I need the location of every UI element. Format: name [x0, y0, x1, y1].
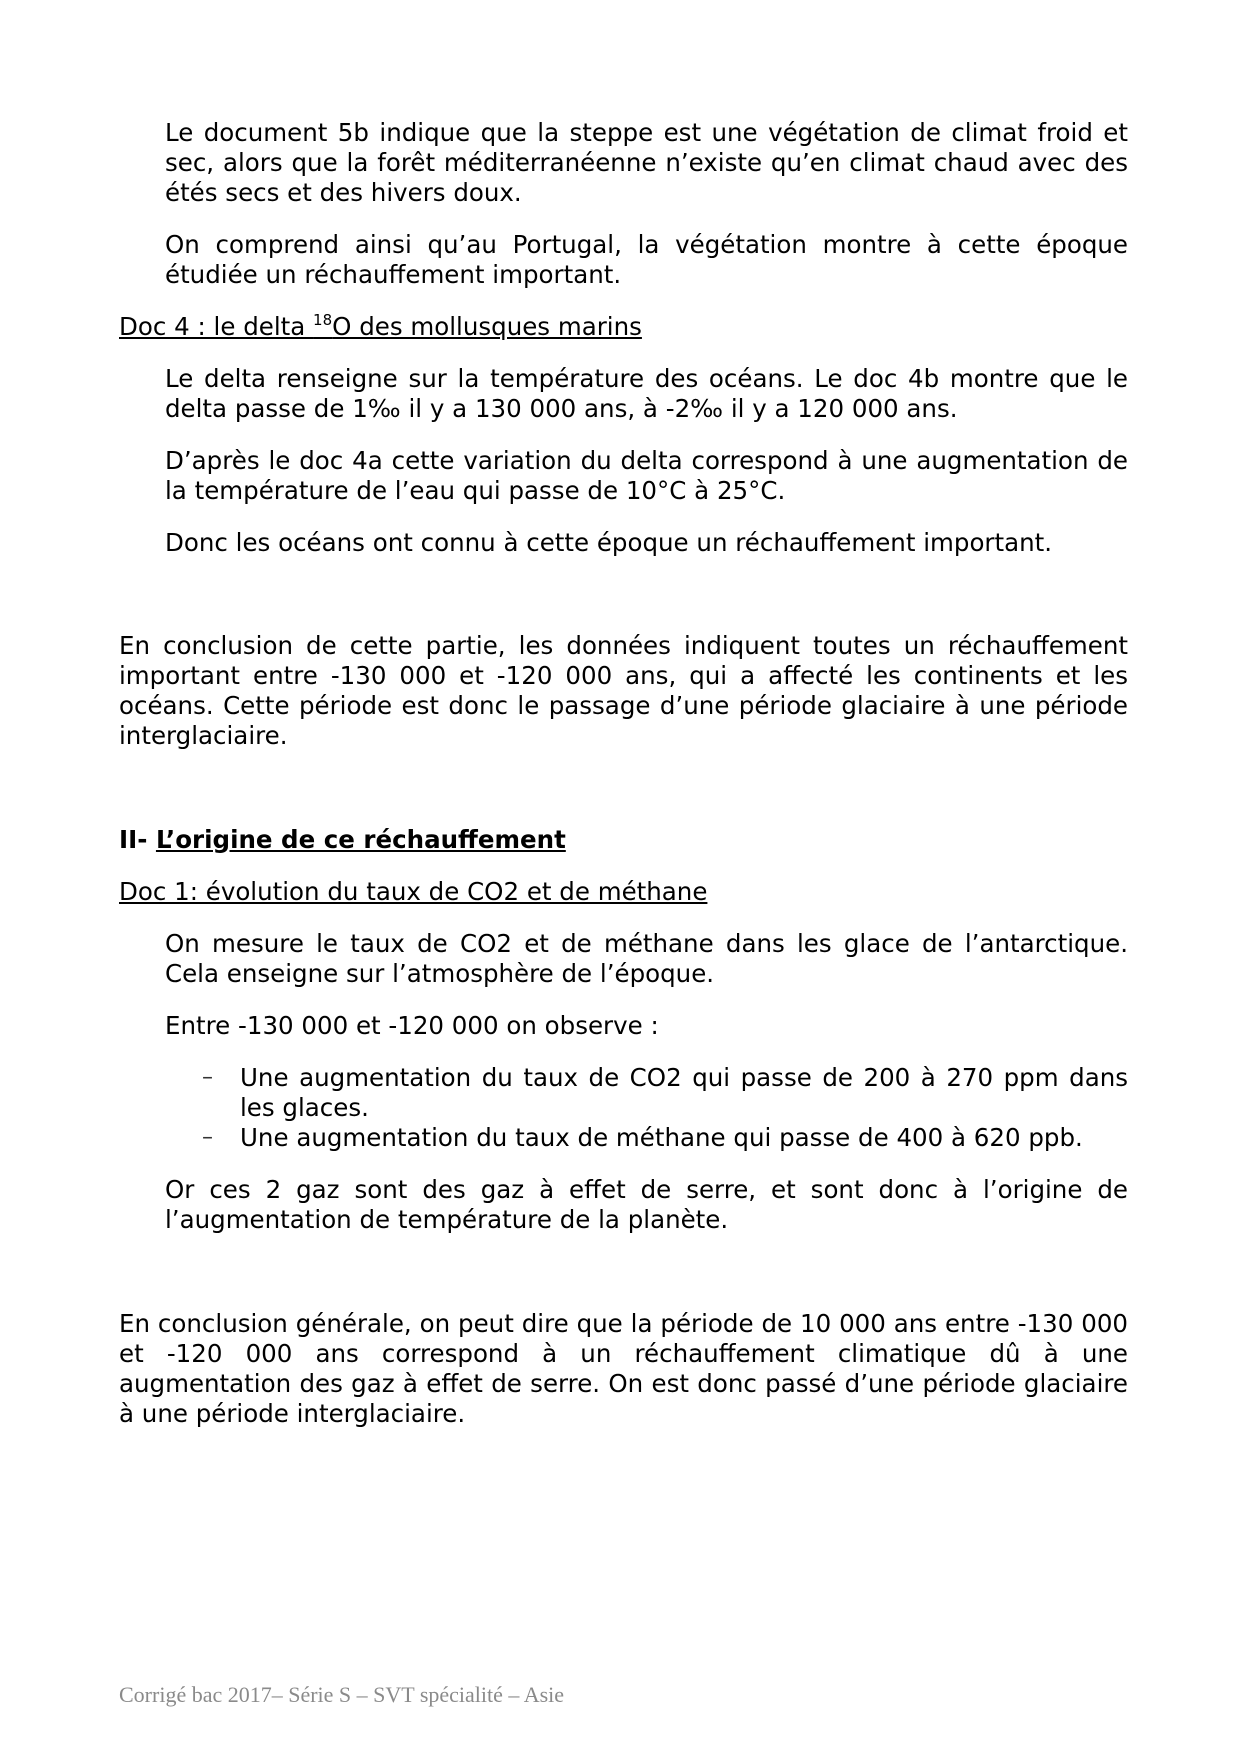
paragraph-steppe-foret: Le document 5b indique que la steppe est une végétation de climat froid et sec, alors que la forêt méditerranéenne n’existe qu’en climat chaud avec des étés secs et des hivers doux. [165, 118, 1128, 207]
doc4-heading-superscript: 18 [313, 311, 333, 329]
doc4-heading [119, 312, 642, 342]
paragraph-portugal: On comprend ainsi qu’au Portugal, la végétation montre à cette époque étudiée un réchauffement important. [165, 230, 1128, 289]
section-2-number: II- [119, 825, 156, 854]
page-footer: Corrigé bac 2017– Série S – SVT spécialité – Asie [119, 1682, 565, 1707]
list-item-methane: Une augmentation du taux de méthane qui passe de 400 à 620 ppb. [240, 1123, 1083, 1152]
paragraph-gaz-effet-serre: Or ces 2 gaz sont des gaz à effet de serre, et sont donc à l’origine de l’augmentation de température de la planète. [165, 1175, 1128, 1234]
doc1-heading: Doc 1: évolution du taux de CO2 et de méthane [119, 877, 708, 906]
paragraph-mesure-co2: On mesure le taux de CO2 et de méthane dans les glace de l’antarctique. Cela enseigne sur l’atmosphère de l’époque. [165, 929, 1128, 988]
bullet-dash-icon: – [202, 1125, 213, 1150]
bullet-dash-icon: – [202, 1065, 213, 1090]
paragraph-conclusion-partie: En conclusion de cette partie, les données indiquent toutes un réchauffement important entre -130 000 et -120 000 ans, qui a affecté les continents et les océans. Cette période est donc le passage d’une période glaciaire à une période interglaciaire. [119, 631, 1128, 750]
paragraph-delta-oceans: Le delta renseigne sur la température des océans. Le doc 4b montre que le delta passe de 1‰ il y a 130 000 ans, à -2‰ il y a 120 000 ans. [165, 364, 1128, 423]
paragraph-oceans-rechauffement: Donc les océans ont connu à cette époque un réchauffement important. [165, 528, 1053, 557]
section-2-title [119, 825, 566, 855]
paragraph-doc4a-variation: D’après le doc 4a cette variation du delta correspond à une augmentation de la température de l’eau qui passe de 10°C à 25°C. [165, 446, 1128, 505]
doc4-heading-suffix: O des mollusques marins [332, 312, 642, 341]
doc4-heading-prefix: Doc 4 : le delta [119, 312, 314, 341]
paragraph-entre-observe: Entre -130 000 et -120 000 on observe : [165, 1011, 659, 1040]
section-2-title-text: L’origine de ce réchauffement [155, 825, 566, 854]
list-item-co2: Une augmentation du taux de CO2 qui passe de 200 à 270 ppm dans les glaces. [240, 1063, 1128, 1122]
paragraph-conclusion-generale: En conclusion générale, on peut dire que la période de 10 000 ans entre -130 000 et -120 000 ans correspond à un réchauffement climatique dû à une augmentation des gaz à effet de serre. On est donc passé d’une période glaciaire à une période interglaciaire. [119, 1309, 1128, 1428]
